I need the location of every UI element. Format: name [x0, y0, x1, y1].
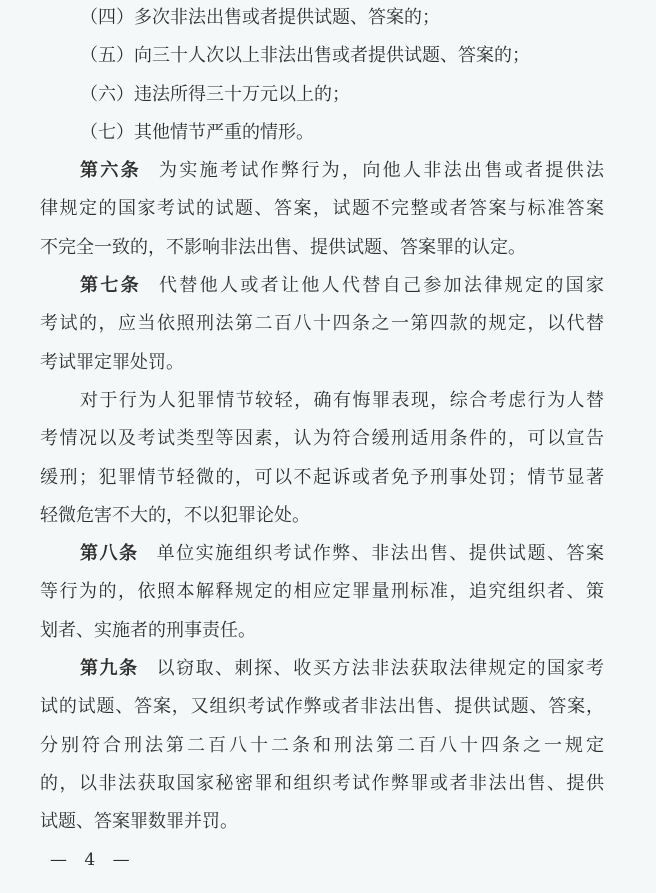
article-8-line: [40, 535, 604, 573]
article-7-line: 考试的，应当依照刑法第二百八十四条之一第四款的规定，以代替: [40, 313, 604, 335]
item-6: （六）违法所得三十万元以上的；: [80, 83, 350, 105]
article-9-line: [40, 650, 604, 688]
article-7-line: 考试罪定罪处罚。: [40, 351, 184, 373]
article-9-label: 第九条: [80, 658, 139, 680]
article-6-line: 不完全一致的，不影响非法出售、提供试题、答案罪的认定。: [40, 236, 526, 258]
article-9-line: 分别符合刑法第二百八十二条和刑法第二百八十四条之一规定: [40, 734, 604, 756]
item-4: （四）多次非法出售或者提供试题、答案的；: [80, 7, 440, 28]
article-7-line: [40, 267, 604, 305]
item-5: （五）向三十人次以上非法出售或者提供试题、答案的；: [80, 45, 530, 67]
article-9-text: 以窃取、刺探、收买方法非法获取法律规定的国家考: [156, 658, 605, 680]
page-number: — 4 —: [50, 850, 136, 870]
article-8-line: 划者、实施者的刑事责任。: [40, 619, 256, 641]
article-9-line: 的，以非法获取国家秘密罪和组织考试作弊罪或者非法出售、提供: [40, 772, 604, 794]
article-6-line: 律规定的国家考试的试题、答案，试题不完整或者答案与标准答案: [40, 198, 604, 220]
article-9-line: 试的试题、答案，又组织考试作弊或者非法出售、提供试题、答案，: [40, 696, 604, 718]
article-7-para2-line: 轻微危害不大的，不以犯罪论处。: [40, 504, 310, 526]
article-8-label: 第八条: [80, 543, 139, 565]
article-8-text: 单位实施组织考试作弊、非法出售、提供试题、答案: [156, 543, 605, 565]
article-7-text: 代替他人或者让他人代替自己参加法律规定的国家: [159, 275, 604, 297]
item-7: （七）其他情节严重的情形。: [80, 121, 314, 143]
article-9-line: 试题、答案罪数罪并罚。: [40, 811, 238, 833]
article-8-line: 等行为的，依照本解释规定的相应定罪量刑标准，追究组织者、策: [40, 581, 604, 603]
article-6-line: [40, 152, 604, 190]
document-body: [40, 0, 604, 842]
article-6-text: 为实施考试作弊行为，向他人非法出售或者提供法: [159, 160, 604, 182]
article-7-para2-line: 缓刑；犯罪情节轻微的，可以不起诉或者免予刑事处罚；情节显著: [40, 466, 604, 488]
article-6-label: 第六条: [80, 160, 141, 182]
article-7-label: 第七条: [80, 275, 141, 297]
article-7-para2-line: 考情况以及考试类型等因素，认为符合缓刑适用条件的，可以宣告: [40, 428, 604, 450]
article-7-para2-line: 对于行为人犯罪情节较轻，确有悔罪表现，综合考虑行为人替: [80, 389, 604, 411]
